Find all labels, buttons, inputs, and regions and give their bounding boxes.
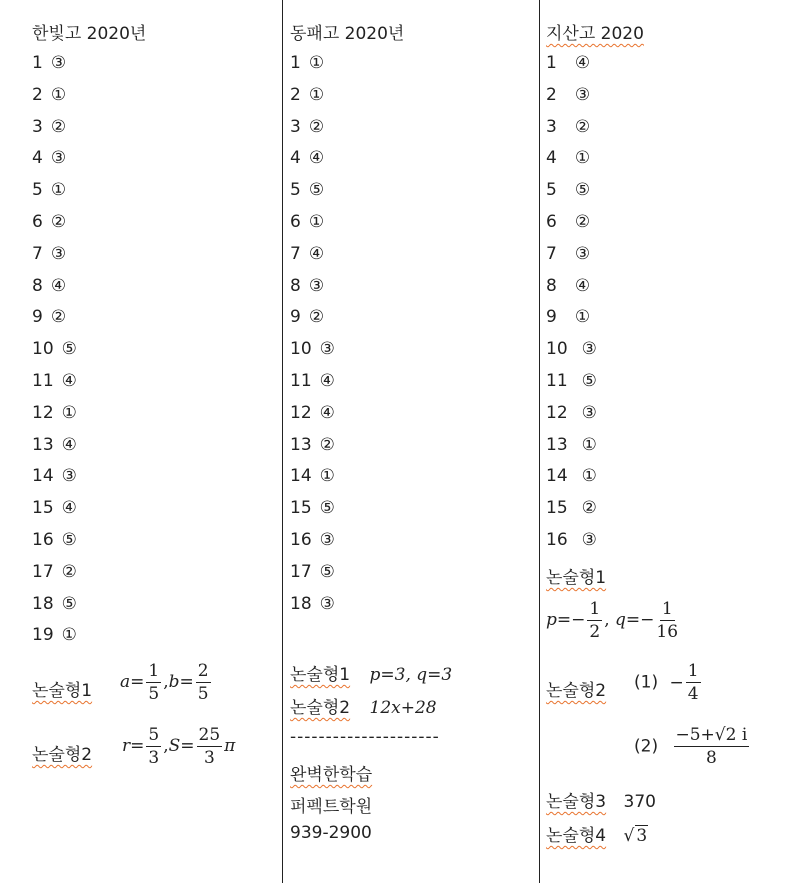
question-number: 10	[546, 339, 568, 360]
answer-row	[546, 207, 644, 239]
answer-choice: ③	[574, 243, 591, 264]
answer-row	[290, 493, 404, 525]
answer-row	[546, 430, 644, 462]
part-number: (2)	[634, 736, 659, 757]
question-number: 4	[32, 148, 43, 169]
answer-row	[32, 80, 146, 112]
answer-choice: ⑤	[319, 498, 335, 519]
essay-label: 논술형1	[290, 665, 351, 685]
answer-row	[290, 112, 404, 144]
answer-row	[546, 239, 644, 271]
fraction	[686, 660, 701, 705]
answer-row	[32, 334, 146, 366]
question-number: 7	[32, 243, 43, 264]
answer-choice: ①	[308, 211, 325, 232]
math-var: r	[122, 736, 131, 756]
question-number: 5	[546, 180, 557, 201]
essay-answer-part2	[634, 724, 751, 769]
numerator: 1	[589, 599, 601, 619]
question-number: 5	[290, 180, 301, 201]
math-var: a	[120, 672, 131, 692]
answer-row	[32, 557, 146, 589]
question-number: 17	[32, 561, 54, 582]
question-number: 15	[32, 498, 54, 519]
question-number: 8	[290, 275, 301, 296]
question-number: 15	[290, 498, 312, 519]
question-number: 12	[546, 402, 568, 423]
essay-label: 논술형4	[546, 826, 607, 846]
answer-row	[290, 175, 404, 207]
answer-row	[546, 271, 644, 303]
answer-choice: ②	[319, 434, 335, 455]
question-number: 17	[290, 561, 312, 582]
answer-choice: ③	[319, 339, 335, 360]
answer-row	[32, 461, 146, 493]
answer-row	[32, 48, 146, 80]
math-var: b	[168, 672, 180, 692]
question-number: 12	[32, 402, 54, 423]
answer-row	[32, 112, 146, 144]
essay-label: 논술형1	[546, 568, 607, 588]
answer-choice: ①	[581, 466, 597, 487]
answer-list	[546, 48, 644, 557]
question-number: 14	[32, 466, 54, 487]
answer-choice: ④	[319, 402, 335, 423]
answer-choice: ②	[308, 307, 325, 328]
question-number: 2	[546, 84, 557, 105]
column-title: 동패고 2020년	[290, 24, 405, 44]
question-number: 18	[290, 593, 312, 614]
answer-row	[546, 525, 644, 557]
answer-choice: ③	[574, 84, 591, 105]
answer-list	[32, 48, 146, 652]
essay-answer: p=3, q=3	[369, 665, 453, 685]
answer-choice: ③	[50, 243, 67, 264]
question-number: 9	[290, 307, 301, 328]
separator-dashes: ---------------------	[290, 727, 440, 747]
answer-row	[290, 366, 404, 398]
answer-choice: ③	[50, 53, 67, 73]
answer-row	[546, 461, 644, 493]
essay-label: 논술형3	[546, 792, 607, 812]
essay-label: 논술형1	[32, 681, 93, 701]
denominator: 8	[705, 748, 717, 768]
numerator: 25	[198, 725, 221, 745]
answer-row	[290, 430, 404, 462]
answer-row	[546, 143, 644, 175]
essay-row	[290, 660, 452, 685]
denominator: 3	[203, 748, 215, 768]
question-number: 10	[290, 339, 312, 360]
column-title	[546, 22, 644, 46]
answer-row	[290, 207, 404, 239]
answer-row	[290, 143, 404, 175]
answer-choice: ④	[319, 370, 335, 391]
answer-row	[546, 366, 644, 398]
essay-answer: √ 3	[623, 826, 648, 846]
answer-row	[290, 398, 404, 430]
answer-choice: ⑤	[61, 339, 77, 360]
denominator: 3	[148, 748, 160, 768]
part-number: (1)	[634, 672, 659, 693]
question-number: 13	[32, 434, 54, 455]
answer-choice: ③	[308, 275, 325, 296]
answer-row	[32, 143, 146, 175]
answer-choice: ④	[308, 243, 325, 264]
essay-row	[290, 693, 437, 718]
answer-choice: ④	[574, 275, 591, 296]
question-number: 8	[546, 275, 557, 296]
answer-row	[546, 175, 644, 207]
answer-choice: ④	[574, 53, 591, 73]
answer-row	[546, 334, 644, 366]
math-var: p	[546, 610, 557, 630]
answer-row	[32, 589, 146, 621]
column-dongpae	[290, 22, 404, 620]
answer-list	[290, 48, 404, 620]
math-var: S	[168, 736, 181, 756]
column-divider-left	[282, 0, 283, 883]
pi-symbol: π	[224, 736, 236, 756]
essay-answer: r= $\frac{5}{3}$ ,S= $\frac{25}{3}$ π	[122, 725, 236, 768]
answer-choice: ①	[574, 148, 591, 169]
essay-answer: 370	[623, 792, 656, 812]
essay-row	[546, 787, 656, 812]
answer-row	[32, 366, 146, 398]
question-number: 4	[290, 148, 301, 169]
answer-choice: ③	[61, 466, 77, 487]
answer-row	[32, 493, 146, 525]
answer-row	[32, 302, 146, 334]
answer-choice: ⑤	[61, 593, 77, 614]
question-number: 1	[32, 53, 43, 73]
sqrt-radicand: 3	[636, 826, 648, 846]
answer-row	[290, 557, 404, 589]
question-number: 4	[546, 148, 557, 169]
question-number: 6	[32, 211, 43, 232]
question-number: 6	[290, 211, 301, 232]
answer-choice: ②	[61, 561, 77, 582]
answer-row	[32, 620, 146, 652]
question-number: 11	[546, 370, 568, 391]
numerator: −5+√2 i	[675, 725, 748, 745]
answer-choice: ④	[308, 148, 325, 169]
answer-choice: ④	[61, 498, 77, 519]
answer-choice: ①	[61, 402, 77, 423]
fraction	[146, 724, 161, 769]
footer-phone: 939-2900	[290, 823, 372, 843]
essay-label: 논술형2	[546, 681, 607, 701]
question-number: 15	[546, 498, 568, 519]
answer-choice: ⑤	[61, 529, 77, 550]
question-number: 5	[32, 180, 43, 201]
essay-answer: 12x+28	[369, 698, 437, 718]
essay-row	[546, 821, 648, 846]
column-title: 한빛고 2020년	[32, 24, 147, 44]
fraction	[146, 660, 161, 705]
question-number: 7	[546, 243, 557, 264]
footer-slogan: 완벽한학습	[290, 765, 373, 785]
answer-row	[546, 302, 644, 334]
answer-choice: ③	[581, 339, 597, 360]
answer-row	[290, 48, 404, 80]
question-number: 11	[290, 370, 312, 391]
answer-choice: ①	[319, 466, 335, 487]
numerator: 5	[148, 725, 160, 745]
answer-choice: ①	[308, 84, 325, 105]
answer-row	[32, 271, 146, 303]
answer-choice: ②	[574, 116, 591, 137]
question-number: 14	[546, 466, 568, 487]
answer-choice: ③	[50, 148, 67, 169]
question-number: 16	[32, 529, 54, 550]
fraction	[656, 598, 678, 643]
answer-row	[546, 112, 644, 144]
question-number: 10	[32, 339, 54, 360]
question-number: 3	[546, 116, 557, 137]
answer-row	[32, 175, 146, 207]
question-number: 2	[290, 84, 301, 105]
fraction	[587, 598, 602, 643]
answer-row	[32, 525, 146, 557]
essay-answer-part1: (1) − $\frac{1}{4}$	[634, 661, 699, 704]
question-number: 3	[32, 116, 43, 137]
question-number: 13	[290, 434, 312, 455]
denominator: 5	[197, 684, 209, 704]
question-number: 9	[546, 307, 557, 328]
answer-row	[546, 493, 644, 525]
answer-choice: ③	[581, 529, 597, 550]
math-var: q	[615, 610, 626, 630]
answer-choice: ②	[581, 498, 597, 519]
answer-row	[290, 271, 404, 303]
question-number: 8	[32, 275, 43, 296]
question-number: 14	[290, 466, 312, 487]
question-number: 9	[32, 307, 43, 328]
answer-choice: ①	[50, 84, 67, 105]
answer-choice: ⑤	[574, 180, 591, 201]
answer-row	[546, 80, 644, 112]
answer-choice: ③	[581, 402, 597, 423]
answer-row	[546, 398, 644, 430]
answer-row	[290, 239, 404, 271]
essay-answer: a= $\frac{1}{5}$ ,b= $\frac{2}{5}$	[120, 661, 209, 704]
answer-choice: ④	[50, 275, 67, 296]
question-number: 16	[546, 529, 568, 550]
question-number: 3	[290, 116, 301, 137]
answer-choice: ②	[50, 307, 67, 328]
question-number: 19	[32, 625, 54, 646]
answer-row	[290, 525, 404, 557]
answer-choice: ④	[61, 434, 77, 455]
column-hanbit	[32, 22, 146, 652]
answer-choice: ③	[319, 593, 335, 614]
answer-row	[32, 239, 146, 271]
numerator: 1	[661, 599, 673, 619]
denominator: 2	[589, 622, 601, 642]
numerator: 2	[197, 661, 209, 681]
answer-choice: ①	[581, 434, 597, 455]
question-number: 12	[290, 402, 312, 423]
answer-row	[290, 302, 404, 334]
answer-row	[32, 398, 146, 430]
fraction	[674, 724, 750, 769]
denominator: 5	[148, 684, 160, 704]
fraction	[196, 660, 211, 705]
essay-label: 논술형2	[32, 745, 93, 765]
answer-choice: ①	[308, 53, 325, 73]
fraction	[197, 724, 223, 769]
essay-label: 논술형2	[290, 698, 351, 718]
answer-row	[290, 589, 404, 621]
column-jisan	[546, 22, 644, 557]
denominator: 4	[687, 684, 699, 704]
answer-row	[290, 461, 404, 493]
numerator: 1	[148, 661, 160, 681]
denominator: 16	[656, 622, 679, 642]
answer-choice: ②	[308, 116, 325, 137]
answer-choice: ③	[319, 529, 335, 550]
answer-choice: ①	[50, 180, 67, 201]
footer-academy-name: 퍼펙트학원	[290, 797, 373, 817]
answer-row	[32, 430, 146, 462]
answer-row	[32, 207, 146, 239]
essay-answer: p=− $\frac{1}{2}$ , q=− $\frac{1}{16}$	[546, 599, 679, 642]
answer-choice: ①	[61, 625, 77, 646]
answer-choice: ①	[574, 307, 591, 328]
question-number: 11	[32, 370, 54, 391]
answer-choice: ②	[50, 116, 67, 137]
answer-choice: ⑤	[319, 561, 335, 582]
question-number: 7	[290, 243, 301, 264]
question-number: 18	[32, 593, 54, 614]
answer-choice: ④	[61, 370, 77, 391]
answer-row	[290, 334, 404, 366]
answer-row	[290, 80, 404, 112]
question-number: 1	[546, 53, 557, 73]
column-title-text: 지산고 2020	[546, 24, 644, 44]
answer-choice: ②	[50, 211, 67, 232]
question-number: 2	[32, 84, 43, 105]
question-number: 13	[546, 434, 568, 455]
numerator: 1	[687, 661, 699, 681]
answer-row	[546, 48, 644, 80]
question-number: 6	[546, 211, 557, 232]
answer-choice: ⑤	[581, 370, 597, 391]
answer-choice: ⑤	[308, 180, 325, 201]
question-number: 16	[290, 529, 312, 550]
answer-choice: ②	[574, 211, 591, 232]
column-divider-right	[539, 0, 540, 883]
question-number: 1	[290, 53, 301, 73]
